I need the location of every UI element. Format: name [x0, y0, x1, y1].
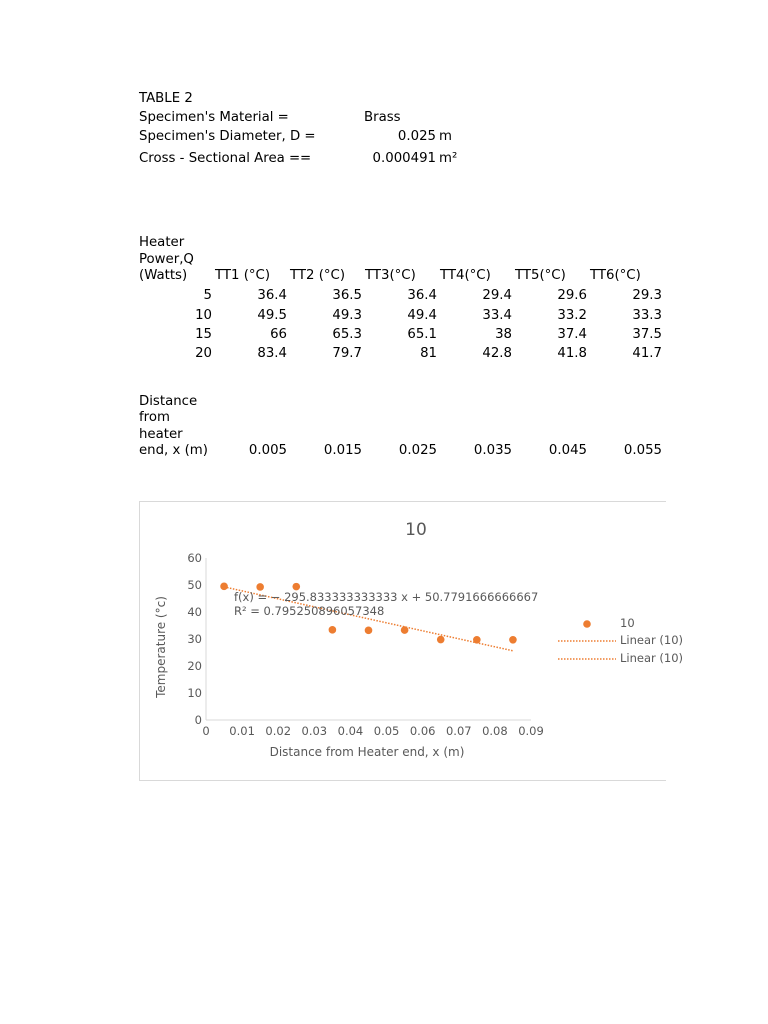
- table-cell-temperature: 66: [270, 327, 287, 342]
- x-tick-label: 0.02: [265, 724, 292, 738]
- distance-value: 0.005: [248, 443, 287, 458]
- table-cell-temperature: 65.1: [407, 327, 437, 342]
- power-header-line2: Power,Q: [139, 252, 194, 267]
- table-cell-temperature: 49.5: [257, 308, 287, 323]
- diameter-unit: m: [439, 129, 452, 144]
- table-cell-temperature: 29.4: [482, 288, 512, 303]
- y-tick-labels: [187, 551, 202, 727]
- diameter-label: Specimen's Diameter, D =: [139, 129, 316, 144]
- x-tick-label: 0.01: [229, 724, 255, 738]
- table-cell-temperature: 29.6: [557, 288, 587, 303]
- y-tick-label: 40: [187, 605, 202, 619]
- distance-value: 0.045: [548, 443, 587, 458]
- power-header-line3: (Watts): [139, 268, 188, 283]
- distance-label-line3: heater: [139, 427, 183, 442]
- table-cell-temperature: 42.8: [482, 346, 512, 361]
- x-tick-label: 0.03: [301, 724, 328, 738]
- distance-value: 0.015: [323, 443, 362, 458]
- chart-legend: [558, 616, 683, 665]
- column-header-tt6: TT6(°C): [590, 268, 641, 283]
- data-point: [401, 626, 409, 634]
- column-header-tt2: TT2 (°C): [290, 268, 346, 283]
- table-cell-temperature: 41.7: [632, 346, 662, 361]
- table-cell-temperature: 65.3: [332, 327, 362, 342]
- table-cell-power: 20: [195, 346, 212, 361]
- table-cell-temperature: 37.4: [557, 327, 587, 342]
- x-tick-label: 0.08: [482, 724, 508, 738]
- table-cell-temperature: 83.4: [257, 346, 287, 361]
- data-point: [509, 636, 517, 644]
- power-header-line1: Heater: [139, 235, 185, 250]
- table-cell-temperature: 36.4: [257, 288, 287, 303]
- chart-title: 10: [405, 520, 427, 540]
- chart-canvas: [140, 502, 684, 780]
- column-header-tt3: TT3(°C): [365, 268, 416, 283]
- table-cell-temperature: 37.5: [632, 327, 662, 342]
- material-value: Brass: [364, 110, 401, 125]
- table-cell-temperature: 33.4: [482, 308, 512, 323]
- column-header-tt5: TT5(°C): [515, 268, 566, 283]
- legend-entry-series: 10: [620, 616, 635, 630]
- trendline-r-squared: R² = 0.795250896057348: [234, 604, 385, 618]
- column-header-tt1: TT1 (°C): [215, 268, 271, 283]
- y-tick-label: 10: [187, 686, 202, 700]
- table-cell-temperature: 49.4: [407, 308, 437, 323]
- table-cell-power: 5: [203, 288, 212, 303]
- x-tick-label: 0.07: [445, 724, 472, 738]
- data-point: [365, 627, 373, 635]
- distance-label-line4: end, x (m): [139, 443, 208, 458]
- table-cell-temperature: 38: [495, 327, 512, 342]
- y-tick-label: 20: [187, 659, 202, 673]
- table-cell-temperature: 79.7: [332, 346, 362, 361]
- distance-value: 0.055: [623, 443, 662, 458]
- area-value: 0.000491: [372, 151, 436, 166]
- y-tick-label: 60: [187, 551, 202, 565]
- data-point: [220, 583, 228, 591]
- column-header-tt4: TT4(°C): [440, 268, 491, 283]
- table-cell-temperature: 49.3: [332, 308, 362, 323]
- scatter-chart[interactable]: [139, 501, 684, 781]
- legend-entry-linear-2: Linear (10): [620, 651, 684, 665]
- y-axis-label: Temperature (°c): [154, 596, 168, 698]
- trendline-equation: f(x) = − 295.833333333333 x + 50.7791666666667: [234, 590, 539, 604]
- table-cell-temperature: 36.5: [332, 288, 362, 303]
- distance-value: 0.025: [398, 443, 437, 458]
- distance-label-line2: from: [139, 410, 170, 425]
- x-tick-label: 0.05: [373, 724, 400, 738]
- table-cell-power: 10: [195, 308, 212, 323]
- x-tick-label: 0.04: [337, 724, 364, 738]
- data-point: [329, 626, 337, 634]
- x-tick-label: 0.09: [518, 724, 544, 738]
- x-tick-labels: [202, 724, 543, 738]
- area-unit: m²: [439, 151, 458, 166]
- legend-entry-linear-1: Linear (10): [620, 633, 684, 647]
- table-cell-temperature: 33.2: [557, 308, 587, 323]
- y-tick-label: 30: [187, 632, 202, 646]
- distance-label-line1: Distance: [139, 394, 198, 409]
- material-label: Specimen's Material =: [139, 110, 289, 125]
- area-equals: =: [300, 151, 312, 166]
- y-tick-label: 0: [194, 713, 202, 727]
- x-tick-label: 0: [202, 724, 210, 738]
- x-tick-label: 0.06: [409, 724, 436, 738]
- table-title: TABLE 2: [139, 91, 193, 106]
- diameter-value: 0.025: [397, 129, 436, 144]
- data-point: [437, 636, 445, 644]
- x-axis-label: Distance from Heater end, x (m): [269, 745, 465, 759]
- area-label: Cross - Sectional Area =: [139, 151, 301, 166]
- table-cell-temperature: 33.3: [632, 308, 662, 323]
- table-cell-temperature: 36.4: [407, 288, 437, 303]
- table-cell-temperature: 41.8: [557, 346, 587, 361]
- table-cell-power: 15: [195, 327, 212, 342]
- table-cell-temperature: 81: [420, 346, 437, 361]
- legend-marker-series: [583, 620, 591, 628]
- data-point: [473, 636, 481, 644]
- distance-value: 0.035: [473, 443, 512, 458]
- y-tick-label: 50: [187, 578, 202, 592]
- table-cell-temperature: 29.3: [632, 288, 662, 303]
